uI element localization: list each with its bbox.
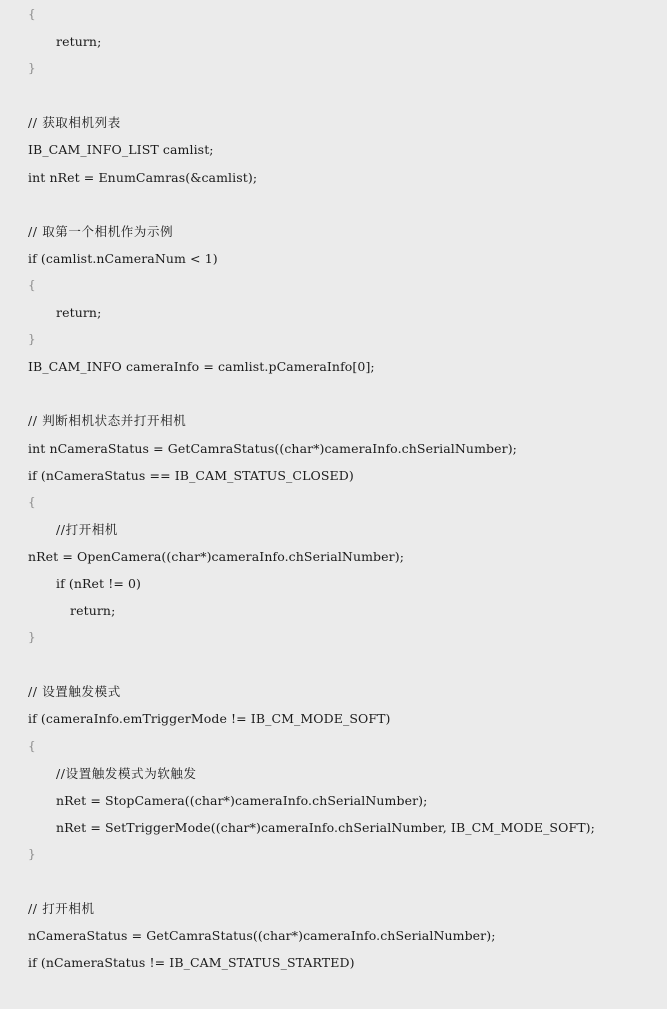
code-brace-line: { <box>28 277 36 292</box>
code-comment-line: // 设置触发模式 <box>28 684 121 700</box>
code-comment-line: //打开相机 <box>56 521 119 537</box>
code-brace-line: { <box>28 7 36 21</box>
blank-line <box>0 651 667 678</box>
code-brace-line: } <box>28 332 36 347</box>
code-comment-line: // 打开相机 <box>28 901 95 917</box>
code-line: nRet = StopCamera((char*)cameraInfo.chSerialNumber); <box>56 792 428 808</box>
code-line: return; <box>56 34 102 50</box>
code-brace-line: { <box>28 738 36 753</box>
code-line: IB_CAM_INFO cameraInfo = camlist.pCameraInfo[0]; <box>28 359 375 375</box>
code-line: if (camlist.nCameraNum < 1) <box>28 250 218 266</box>
code-line: if (nRet != 0) <box>56 575 142 591</box>
code-line: return; <box>56 305 102 321</box>
code-line: nRet = OpenCamera((char*)cameraInfo.chSerialNumber); <box>28 548 405 564</box>
code-line: if (cameraInfo.emTriggerMode != IB_CM_MODE_SOFT) <box>28 711 391 727</box>
code-line: if (nCameraStatus == IB_CAM_STATUS_CLOSED) <box>28 467 354 483</box>
code-brace-line: } <box>28 846 36 861</box>
blank-line <box>0 380 667 407</box>
code-line: nCameraStatus = GetCamraStatus((char*)cameraInfo.chSerialNumber); <box>28 928 496 944</box>
code-brace-line: } <box>28 630 36 645</box>
code-line: if (nCameraStatus != IB_CAM_STATUS_STARTED) <box>28 955 355 971</box>
blank-line <box>0 191 667 218</box>
code-comment-line: // 获取相机列表 <box>28 115 121 131</box>
code-brace-line: { <box>28 494 36 509</box>
code-comment-line: // 取第一个相机作为示例 <box>28 223 174 239</box>
code-brace-line: } <box>28 61 36 76</box>
code-comment-line: //设置触发模式为软触发 <box>56 765 197 781</box>
code-line: return; <box>70 603 116 619</box>
code-line: nRet = SetTriggerMode((char*)cameraInfo.chSerialNumber, IB_CM_MODE_SOFT); <box>56 819 595 835</box>
code-line: int nCameraStatus = GetCamraStatus((char*)cameraInfo.chSerialNumber); <box>28 440 517 456</box>
code-line: int nRet = EnumCamras(&camlist); <box>28 169 258 185</box>
code-comment-line: // 判断相机状态并打开相机 <box>28 413 187 429</box>
blank-line <box>0 868 667 895</box>
code-line: IB_CAM_INFO_LIST camlist; <box>28 142 214 158</box>
blank-line <box>0 82 667 109</box>
